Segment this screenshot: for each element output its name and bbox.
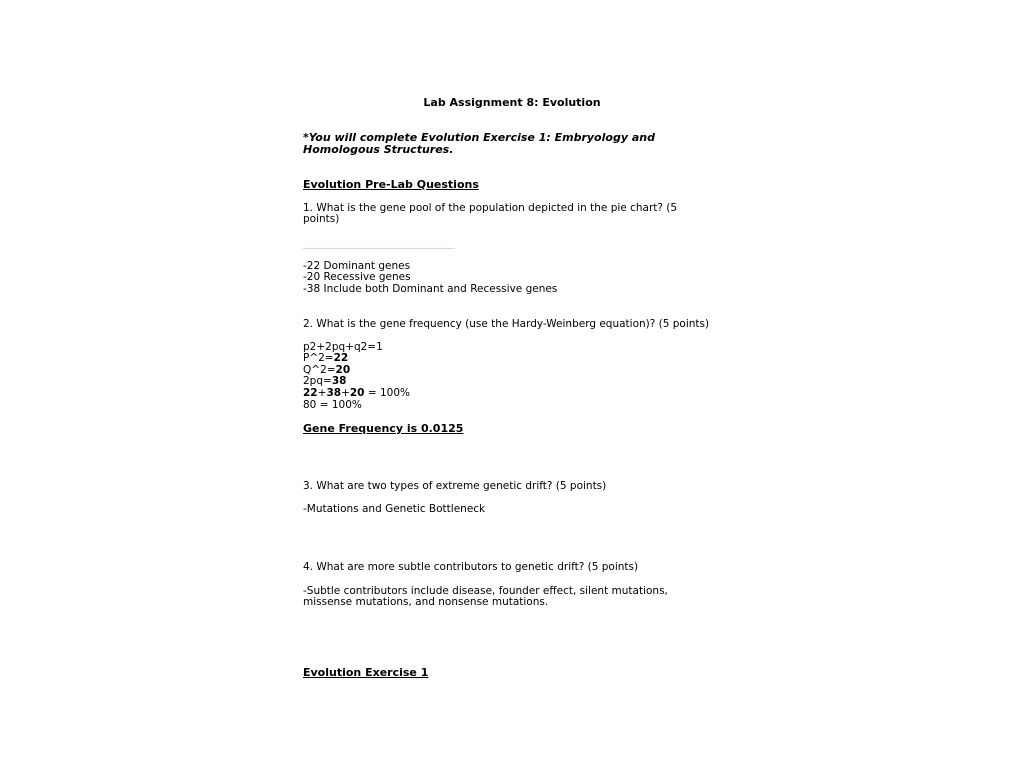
answer-4-line-1: -Subtle contributors include disease, founder effect, silent mutations,: [303, 585, 668, 597]
sum-result: = 100%: [364, 387, 410, 399]
question-1-line-2: points): [303, 213, 340, 225]
sum-line: [303, 388, 410, 400]
assignment-note-line-1: *You will complete Evolution Exercise 1: Embryology and: [303, 131, 655, 144]
two-pq-label: 2pq=: [303, 375, 332, 387]
answer-3: -Mutations and Genetic Bottleneck: [303, 503, 486, 515]
assignment-note-line-2: Homologous Structures.: [303, 143, 454, 156]
p-squared-value: 22: [333, 352, 349, 364]
answer-1-recessive: -20 Recessive genes: [303, 271, 411, 283]
gene-frequency-result: Gene Frequency is 0.0125: [303, 422, 464, 435]
question-1-line-1: 1. What is the gene pool of the population depicted in the pie chart? (5: [303, 202, 678, 214]
p-squared-label: P^2=: [303, 352, 334, 364]
sum-term-b: 38: [326, 387, 342, 399]
exercise-heading: Evolution Exercise 1: [303, 666, 429, 679]
question-3: 3. What are two types of extreme genetic drift? (5 points): [303, 480, 607, 492]
p-squared-line: [303, 353, 348, 365]
sum-plus-1: +: [317, 387, 327, 399]
document-title: Lab Assignment 8: Evolution: [423, 96, 601, 109]
hardy-weinberg-equation: p2+2pq+q2=1: [303, 341, 383, 353]
sum-term-a: 22: [303, 387, 318, 399]
answer-1-dominant: -22 Dominant genes: [303, 260, 411, 272]
question-2: 2. What is the gene frequency (use the Hardy-Weinberg equation)? (5 points): [303, 318, 710, 330]
sum-term-c: 20: [349, 387, 365, 399]
total-line: 80 = 100%: [303, 399, 362, 411]
answer-1-both: -38 Include both Dominant and Recessive genes: [303, 283, 558, 295]
sum-plus-2: +: [341, 387, 350, 399]
divider-line: [303, 248, 455, 249]
prelab-heading: Evolution Pre-Lab Questions: [303, 178, 479, 191]
q-squared-value: 20: [335, 364, 351, 376]
answer-4-line-2: missense mutations, and nonsense mutations.: [303, 596, 549, 608]
q-squared-label: Q^2=: [303, 364, 336, 376]
question-4: 4. What are more subtle contributors to genetic drift? (5 points): [303, 561, 639, 573]
two-pq-line: [303, 376, 346, 388]
two-pq-value: 38: [331, 375, 347, 387]
